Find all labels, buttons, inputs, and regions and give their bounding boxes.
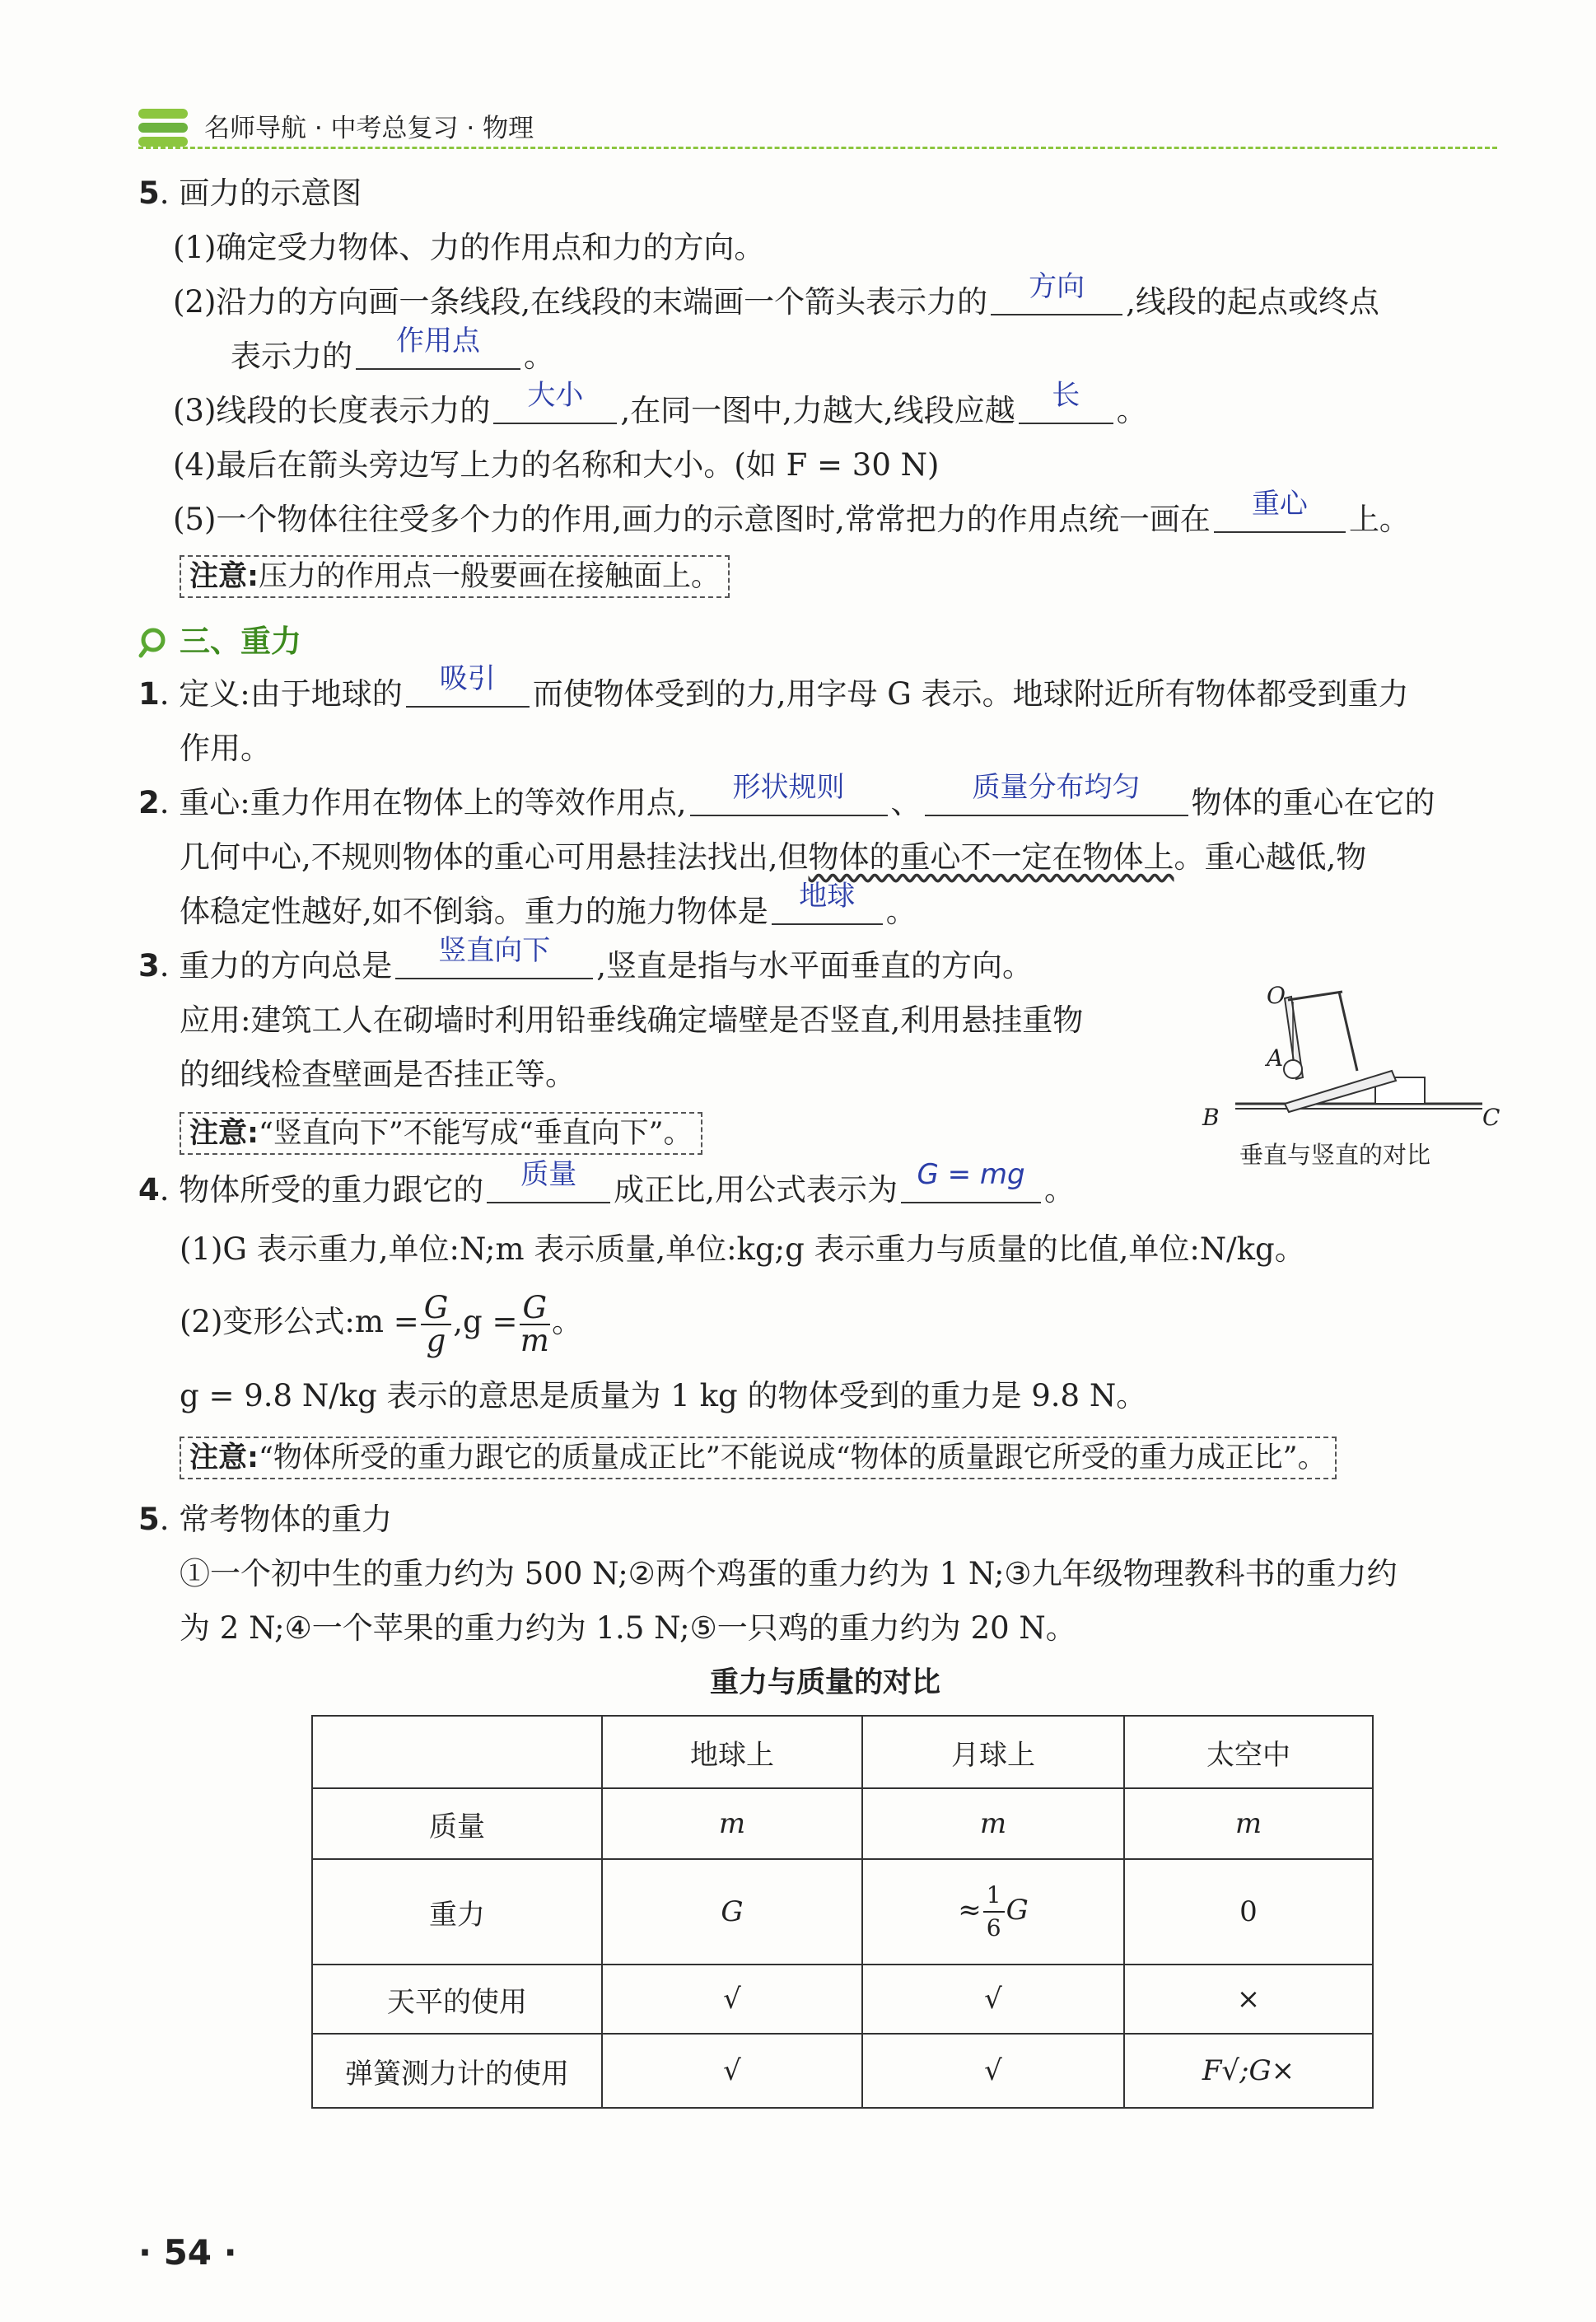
g5-l1: ①一个初中生的重力约为 500 N;②两个鸡蛋的重力约为 1 N;③九年级物理教科书的重力约 (180, 1556, 1398, 1591)
table-cell-moon-gravity: ≈ $\frac{1}{6}$ G (862, 1859, 1124, 1965)
table-row (312, 1859, 1373, 1965)
table-cell: 0 (1124, 1859, 1373, 1965)
answer-earth: 地球 (799, 880, 856, 913)
answer-magnitude: 大小 (527, 379, 584, 412)
sec5-p2b: 表示力的 作用点 。 (231, 336, 554, 377)
table-title: 重力与质量的对比 (710, 1666, 941, 1699)
g3-app2: 的细线检查壁画是否挂正等。 (180, 1057, 576, 1092)
fraction-g-over-g: $\frac{G}{g}$ (421, 1292, 452, 1357)
answer-formula: G = mg (917, 1158, 1025, 1191)
gravity-mass-table (311, 1715, 1374, 2109)
answer-regular-shape: 形状规则 (732, 771, 845, 804)
answer-long: 长 (1052, 379, 1080, 412)
g3-app1: 应用:建筑工人在砌墙时利用铅垂线确定墙壁是否竖直,利用悬挂重物 (180, 1002, 1084, 1038)
table-header-row (312, 1716, 1373, 1788)
g2-line3: 体稳定性越好,如不倒翁。重力的施力物体是 地球 。 (180, 891, 917, 932)
page-number: · 54 · (138, 2232, 237, 2273)
fraction-g-over-m: $\frac{G}{m}$ (520, 1289, 549, 1358)
answer-uniform-mass: 质量分布均匀 (972, 771, 1141, 804)
table-cell: √ (602, 1965, 862, 2034)
magnifier-icon (138, 626, 171, 659)
sec5-p4: (4)最后在箭头旁边写上力的名称和大小。(如 F = 30 N) (173, 447, 940, 483)
answer-center-of-gravity: 重心 (1251, 488, 1308, 521)
table-cell: 弹簧测力计的使用 (312, 2034, 602, 2108)
table-cell: m (862, 1788, 1124, 1859)
table-cell: G (602, 1859, 862, 1965)
answer-action-point: 作用点 (396, 325, 480, 357)
header-logo-icon (138, 107, 189, 148)
table-cell: √ (602, 2034, 862, 2108)
center-of-gravity-emphasis: 物体的重心不一定在物体上 (808, 839, 1174, 875)
sec5-heading: 5. 画力的示意图 (138, 175, 362, 211)
fig-label-c: C (1482, 1104, 1500, 1131)
fig-caption: 垂直与竖直的对比 (1239, 1141, 1431, 1169)
answer-vertical-down: 竖直向下 (438, 934, 551, 967)
table-row (312, 1788, 1373, 1859)
table-cell: 天平的使用 (312, 1965, 602, 2034)
g5-heading: 5. 常考物体的重力 (138, 1502, 393, 1537)
g1-line: 1. 定义:由于地球的 吸引 而使物体受到的力,用字母 G 表示。地球附近所有物体都受到重力 (138, 674, 1409, 715)
answer-attraction: 吸引 (439, 662, 496, 695)
section-title: 三、重力 (180, 624, 301, 659)
header-title: 名师导航 · 中考总复习 · 物理 (204, 114, 534, 143)
g4-p3: g = 9.8 N/kg 表示的意思是质量为 1 kg 的物体受到的重力是 9.8 N。 (180, 1378, 1147, 1413)
g3-note: 注意:“竖直向下”不能写成“垂直向下”。 (180, 1112, 702, 1155)
answer-direction: 方向 (1029, 270, 1085, 303)
g4-p1: (1)G 表示重力,单位:N;m 表示质量,单位:kg;g 表示重力与质量的比值,单位:N/kg。 (180, 1231, 1305, 1267)
fig-label-o: O (1267, 982, 1286, 1009)
g3-line: 3. 重力的方向总是 竖直向下 ,竖直是指与水平面垂直的方向。 (138, 946, 1033, 987)
table-row (312, 1965, 1373, 2034)
g4-note: 注意:“物体所受的重力跟它的质量成正比”不能说成“物体的质量跟它所受的重力成正比”。 (180, 1437, 1337, 1479)
table-row (312, 2034, 1373, 2108)
table-cell: × (1124, 1965, 1373, 2034)
table-header-cell: 地球上 (602, 1716, 862, 1788)
table-header-cell: 月球上 (862, 1716, 1124, 1788)
table-header-cell (312, 1716, 602, 1788)
sec5-p3: (3)线段的长度表示力的 大小 ,在同一图中,力越大,线段应越 长 。 (173, 390, 1147, 432)
table-cell: m (1124, 1788, 1373, 1859)
g4-p2: (2)变形公式:m = $\frac{G}{g}$ ,g = $\frac{G}{m}$ 。 (180, 1289, 583, 1358)
fig-label-b: B (1202, 1104, 1220, 1131)
g2-line1: 2. 重心:重力作用在物体上的等效作用点, 形状规则 、 质量分布均匀 物体的重心在它的 (138, 783, 1435, 824)
table-cell: 质量 (312, 1788, 602, 1859)
g1-cont: 作用。 (180, 731, 271, 766)
table-cell: 重力 (312, 1859, 602, 1965)
g5-l2: 为 2 N;④一个苹果的重力约为 1.5 N;⑤一只鸡的重力约为 20 N。 (180, 1610, 1076, 1646)
table-cell: F√;G× (1124, 2034, 1373, 2108)
sec5-note: 注意:压力的作用点一般要画在接触面上。 (180, 555, 730, 598)
table-cell: m (602, 1788, 862, 1859)
answer-mass: 质量 (520, 1158, 577, 1191)
g2-line2: 几何中心,不规则物体的重心可用悬挂法找出,但物体的重心不一定在物体上。重心越低,物 (180, 839, 1367, 875)
fig-label-a: A (1267, 1044, 1284, 1072)
sec5-p2: (2)沿力的方向画一条线段,在线段的末端画一个箭头表示力的 方向 ,线段的起点或终点 (173, 282, 1379, 323)
g4-line: 4. 物体所受的重力跟它的 质量 成正比,用公式表示为 G = mg 。 (138, 1170, 1075, 1211)
header-divider (138, 147, 1497, 149)
table-cell: √ (862, 2034, 1124, 2108)
table-header-cell: 太空中 (1124, 1716, 1373, 1788)
table-cell: √ (862, 1965, 1124, 2034)
sec5-p1: (1)确定受力物体、力的作用点和力的方向。 (173, 230, 765, 265)
sec5-p5: (5)一个物体往往受多个力的作用,画力的示意图时,常常把力的作用点统一画在 重心 上。 (173, 499, 1410, 540)
